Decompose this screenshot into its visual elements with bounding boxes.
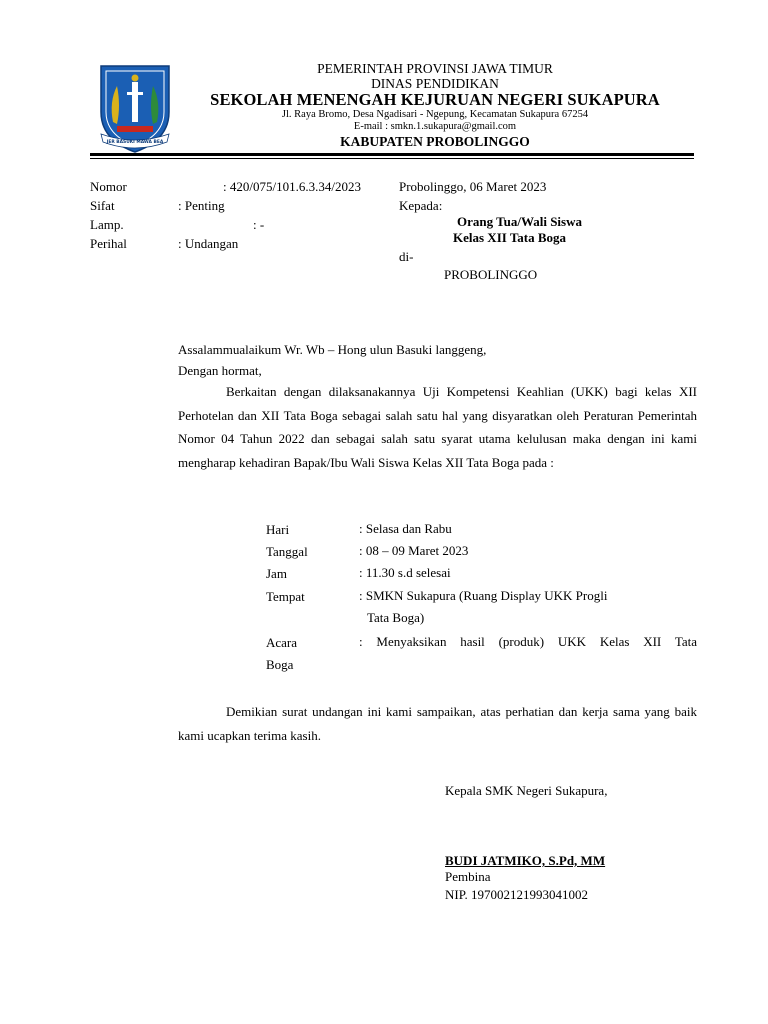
east-java-emblem-logo — [95, 62, 175, 154]
place-date: Probolinggo, 06 Maret 2023 — [399, 179, 547, 194]
body-paragraph-1 — [178, 380, 697, 474]
recipient-city: PROBOLINGGO — [444, 267, 538, 282]
letterhead-regency: KABUPATEN PROBOLINGGO — [340, 134, 530, 149]
nomor-label: Nomor — [90, 179, 127, 194]
recipient-di: di- — [399, 249, 414, 264]
letterhead-agency: DINAS PENDIDIKAN — [371, 76, 499, 91]
letterhead-divider-thick — [90, 153, 694, 156]
letterhead-school-name: SEKOLAH MENENGAH KEJURUAN NEGERI SUKAPURA — [210, 90, 660, 109]
hari-value: : Selasa dan Rabu — [359, 521, 452, 536]
lamp-label: Lamp. — [90, 217, 124, 232]
recipient-line-1: Orang Tua/Wali Siswa — [457, 214, 582, 229]
emblem-gate — [117, 126, 153, 132]
tempat-value-2: Tata Boga) — [367, 610, 425, 625]
recipient-line-2: Kelas XII Tata Boga — [453, 230, 567, 245]
salutation: Dengan hormat, — [178, 363, 262, 378]
tanggal-label: Tanggal — [266, 544, 308, 559]
letterhead-province: PEMERINTAH PROVINSI JAWA TIMUR — [317, 61, 553, 76]
lamp-value: : - — [253, 217, 265, 232]
letterhead-address: Jl. Raya Bromo, Desa Ngadisari - Ngepung, Kecamatan Sukapura 67254 — [281, 109, 589, 120]
perihal-label: Perihal — [90, 236, 127, 251]
greeting: Assalammualaikum Wr. Wb – Hong ulun Basuki langgeng, — [178, 342, 487, 357]
tempat-label: Tempat — [266, 589, 305, 604]
closing-paragraph-text: Demikian surat undangan ini kami sampaikan, atas perhatian dan kerja sama yang baik kami ucapkan terima kasih. — [178, 704, 697, 743]
emblem-monument — [132, 82, 138, 122]
sifat-label: Sifat — [90, 198, 115, 213]
body-paragraph-1-text: Berkaitan dengan dilaksanakannya Uji Kompetensi Keahlian (UKK) bagi kelas XII Perhotelan dan XII Tata Boga sebagai salah satu hal yang disyaratkan oleh Peraturan Pemerintah Nomor 04 Tahun 2022 dan sebagai salah satu syarat utama kelulusan maka dengan ini kami mengharap kehadiran Bapak/Ibu Wali Siswa Kelas XII Tata Boga pada : — [178, 384, 697, 470]
letterhead-email: E-mail : smkn.1.sukapura@gmail.com — [353, 121, 517, 132]
signature-nip: NIP. 197002121993041002 — [445, 887, 589, 902]
emblem-star — [132, 75, 139, 82]
tempat-value-1: : SMKN Sukapura (Ruang Display UKK Progli — [359, 588, 608, 603]
jam-value: : 11.30 s.d selesai — [359, 565, 451, 580]
sifat-value: : Penting — [178, 198, 225, 213]
nomor-value: : 420/075/101.6.3.34/2023 — [223, 179, 361, 194]
letterhead-divider-thin — [90, 158, 694, 159]
closing-paragraph — [178, 700, 697, 747]
acara-label-continued: Boga — [266, 657, 294, 672]
perihal-value: : Undangan — [178, 236, 239, 251]
emblem-motto: JER BASUKI MAWA BEA — [106, 140, 164, 145]
signature-title: Kepala SMK Negeri Sukapura, — [445, 783, 608, 798]
acara-label: Acara — [266, 635, 298, 650]
kepada-label: Kepada: — [399, 198, 443, 213]
acara-value: : Menyaksikan hasil (produk) UKK Kelas XII Tata — [359, 634, 697, 649]
hari-label: Hari — [266, 522, 290, 537]
tanggal-value: : 08 – 09 Maret 2023 — [359, 543, 469, 558]
jam-label: Jam — [266, 566, 287, 581]
signature-name: BUDI JATMIKO, S.Pd, MM — [445, 853, 606, 868]
signature-rank: Pembina — [445, 869, 491, 884]
